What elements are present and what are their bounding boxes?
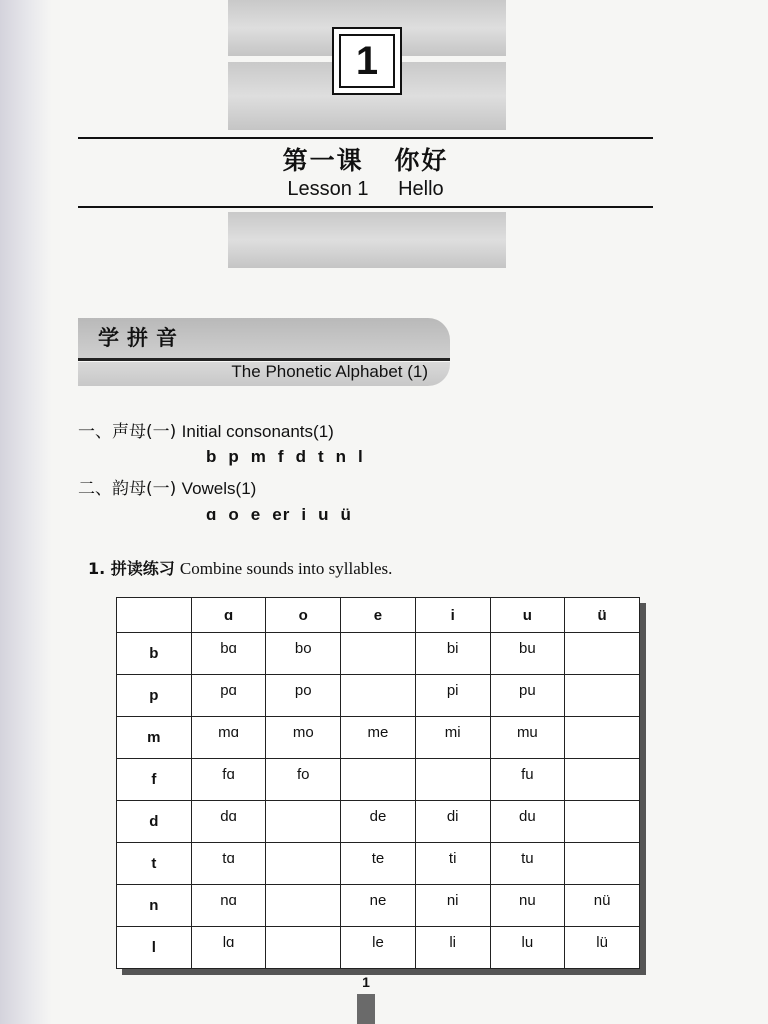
vowel-letter: u	[318, 505, 330, 524]
table-cell: fo	[266, 759, 341, 801]
lesson-title-zh-part2: 你好	[394, 146, 449, 175]
table-cell: tɑ	[191, 843, 266, 885]
table-cell: fɑ	[191, 759, 266, 801]
table-cell: ne	[341, 885, 416, 927]
table-row-header: b	[117, 633, 192, 675]
table-row-header: t	[117, 843, 192, 885]
table-row	[117, 927, 640, 969]
consonant-letter: d	[295, 447, 307, 466]
consonant-letter: t	[317, 447, 325, 466]
table-cell: de	[341, 801, 416, 843]
consonant-letter: l	[358, 447, 364, 466]
table-header-cell: i	[415, 598, 490, 633]
table-row-header: d	[117, 801, 192, 843]
consonant-letter: m	[250, 447, 267, 466]
lesson-title-en-part1: Lesson 1	[287, 178, 369, 200]
exercise-title	[88, 556, 392, 579]
table-cell: mu	[490, 717, 565, 759]
consonant-letter: b	[206, 447, 218, 466]
lesson-title-zh	[78, 141, 653, 177]
title-rule-top	[78, 137, 653, 139]
table-row-header: m	[117, 717, 192, 759]
table-header-cell: e	[341, 598, 416, 633]
lesson-number-box	[332, 27, 402, 95]
lesson-title-en	[78, 178, 653, 201]
vowels-label-en: Vowels(1)	[181, 479, 257, 498]
vowel-letters	[206, 505, 363, 525]
initial-consonants-heading	[78, 417, 334, 442]
consonant-letter: p	[228, 447, 240, 466]
table-cell: mɑ	[191, 717, 266, 759]
table-cell	[565, 759, 640, 801]
table-cell	[565, 843, 640, 885]
table-row-header: p	[117, 675, 192, 717]
table-header-cell: ɑ	[191, 598, 266, 633]
banner-divider	[78, 358, 450, 361]
table-cell: lü	[565, 927, 640, 969]
consonant-letter: n	[335, 447, 348, 466]
table-cell: di	[415, 801, 490, 843]
consonant-letter: f	[277, 447, 285, 466]
exercise-title-zh: 1. 拼读练习	[88, 559, 175, 578]
table-cell: te	[341, 843, 416, 885]
table-cell	[341, 633, 416, 675]
table-header-row	[117, 598, 640, 633]
table-cell: bɑ	[191, 633, 266, 675]
table-cell: bu	[490, 633, 565, 675]
table-cell: tu	[490, 843, 565, 885]
table-row	[117, 759, 640, 801]
table-row	[117, 843, 640, 885]
lesson-title-en-part2: Hello	[398, 178, 444, 200]
page-binding-shadow	[0, 0, 52, 1024]
table-cell: pi	[415, 675, 490, 717]
vowel-letter: ü	[340, 505, 352, 524]
table-cell: bo	[266, 633, 341, 675]
table-cell: li	[415, 927, 490, 969]
table-cell: po	[266, 675, 341, 717]
table-cell: ti	[415, 843, 490, 885]
page-number: 1	[362, 974, 370, 990]
table-row	[117, 633, 640, 675]
table-cell: me	[341, 717, 416, 759]
table-header-cell	[117, 598, 192, 633]
table-cell: fu	[490, 759, 565, 801]
table-cell	[266, 885, 341, 927]
table-header-cell: ü	[565, 598, 640, 633]
table-row-header: n	[117, 885, 192, 927]
banner-title-zh: 学拼音	[98, 326, 185, 350]
exercise-title-en: Combine sounds into syllables.	[179, 559, 393, 578]
vowel-letter: i	[301, 505, 308, 524]
table-cell	[266, 843, 341, 885]
table-cell: lɑ	[191, 927, 266, 969]
table-cell: pu	[490, 675, 565, 717]
vowel-letter: e	[250, 505, 262, 524]
vowel-letter: o	[228, 505, 240, 524]
table-row-header: l	[117, 927, 192, 969]
table-cell	[415, 759, 490, 801]
initial-consonants-letters	[206, 447, 375, 467]
header-block-bottom	[228, 212, 506, 268]
table-cell: dɑ	[191, 801, 266, 843]
table-cell: lu	[490, 927, 565, 969]
table-cell: le	[341, 927, 416, 969]
table-row	[117, 801, 640, 843]
table-cell	[565, 717, 640, 759]
vowels-heading	[78, 474, 256, 499]
table-cell: ni	[415, 885, 490, 927]
syllable-table	[116, 597, 640, 969]
table-cell: pɑ	[191, 675, 266, 717]
table-cell	[341, 675, 416, 717]
vowel-letter: er	[272, 505, 291, 524]
table-cell: nu	[490, 885, 565, 927]
table-cell: mo	[266, 717, 341, 759]
lesson-title-zh-part1: 第一课	[282, 146, 364, 175]
vowels-label-zh: 二、韵母(一)	[78, 479, 177, 499]
table-cell	[565, 633, 640, 675]
lesson-number: 1	[339, 34, 395, 88]
banner-title-en: The Phonetic Alphabet (1)	[231, 362, 428, 381]
table-row	[117, 675, 640, 717]
initial-consonants-label-en: Initial consonants(1)	[181, 422, 334, 441]
table-cell	[565, 801, 640, 843]
table-cell: mi	[415, 717, 490, 759]
table-cell: nɑ	[191, 885, 266, 927]
table-cell	[266, 927, 341, 969]
table-cell	[565, 675, 640, 717]
initial-consonants-label-zh: 一、声母(一)	[78, 422, 177, 442]
table-cell: bi	[415, 633, 490, 675]
vowel-letter: ɑ	[206, 505, 218, 524]
table-cell	[341, 759, 416, 801]
table-cell: nü	[565, 885, 640, 927]
page-number-tab	[357, 994, 375, 1024]
title-rule-bottom	[78, 206, 653, 208]
table-header-cell: o	[266, 598, 341, 633]
table-row-header: f	[117, 759, 192, 801]
table-cell	[266, 801, 341, 843]
table-row	[117, 717, 640, 759]
table-row	[117, 885, 640, 927]
phonetic-alphabet-banner	[78, 318, 450, 386]
table-header-cell: u	[490, 598, 565, 633]
table-cell: du	[490, 801, 565, 843]
